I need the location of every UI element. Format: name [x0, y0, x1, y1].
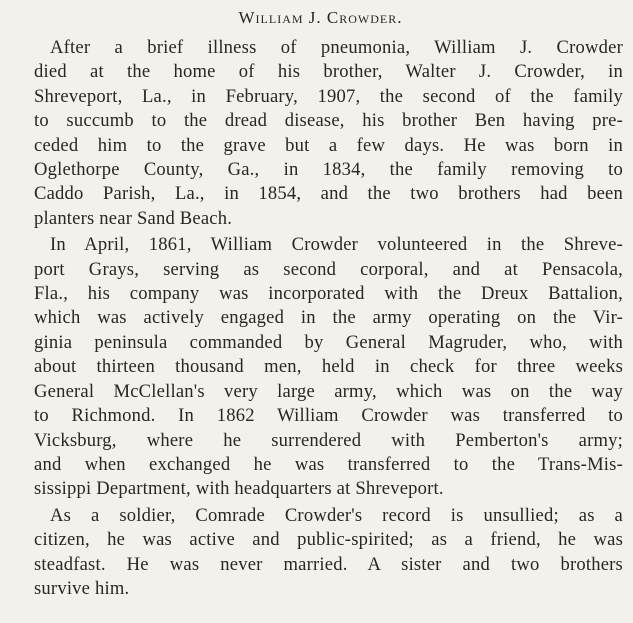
text-line: ginia peninsula commanded by General Magruder, who, with — [34, 331, 623, 353]
text-line: to Richmond. In 1862 William Crowder was transferred to — [34, 405, 623, 427]
text-line: planters near Sand Beach. — [34, 207, 233, 229]
text-line: Fla., his company was incorporated with the Dreux Battalion, — [34, 283, 623, 305]
article-title: William J. Crowder. — [238, 8, 403, 27]
text-line: about thirteen thousand men, held in check for three weeks — [34, 356, 623, 378]
text-line: Vicksburg, where he surrendered with Pemberton's army; — [34, 429, 623, 451]
text-line: citizen, he was active and public-spirited; as a friend, he was — [34, 529, 623, 551]
text-line: and when exchanged he was transferred to the Trans-Mis- — [34, 453, 623, 475]
text-line: In April, 1861, William Crowder volunteered in the Shreve- — [50, 234, 623, 256]
text-line: survive him. — [34, 577, 130, 599]
text-line: died at the home of his brother, Walter J. Crowder, in — [34, 61, 623, 83]
text-line: General McClellan's very large army, which was on the way — [34, 380, 623, 402]
text-line: As a soldier, Comrade Crowder's record is unsullied; as a — [50, 504, 623, 526]
text-line: which was actively engaged in the army operating on the Vir- — [34, 307, 623, 329]
text-line: steadfast. He was never married. A sister and two brothers — [34, 553, 623, 575]
text-line: Shreveport, La., in February, 1907, the second of the family — [34, 85, 623, 107]
paragraph-3 — [18, 504, 623, 602]
text-line: Caddo Parish, La., in 1854, and the two brothers had been — [34, 183, 623, 205]
text-line: After a brief illness of pneumonia, William J. Crowder — [50, 37, 623, 58]
text-line: sissippi Department, with headquarters at Shreveport. — [34, 478, 444, 500]
text-line: Oglethorpe County, Ga., in 1834, the family removing to — [34, 159, 623, 181]
text-line: to succumb to the dread disease, his brother Ben having pre- — [34, 110, 623, 132]
paragraph-2 — [18, 233, 623, 501]
paragraph-1 — [18, 36, 623, 231]
text-line: port Grays, serving as second corporal, and at Pensacola, — [34, 258, 623, 280]
text-line: ceded him to the grave but a few days. He was born in — [34, 134, 623, 156]
